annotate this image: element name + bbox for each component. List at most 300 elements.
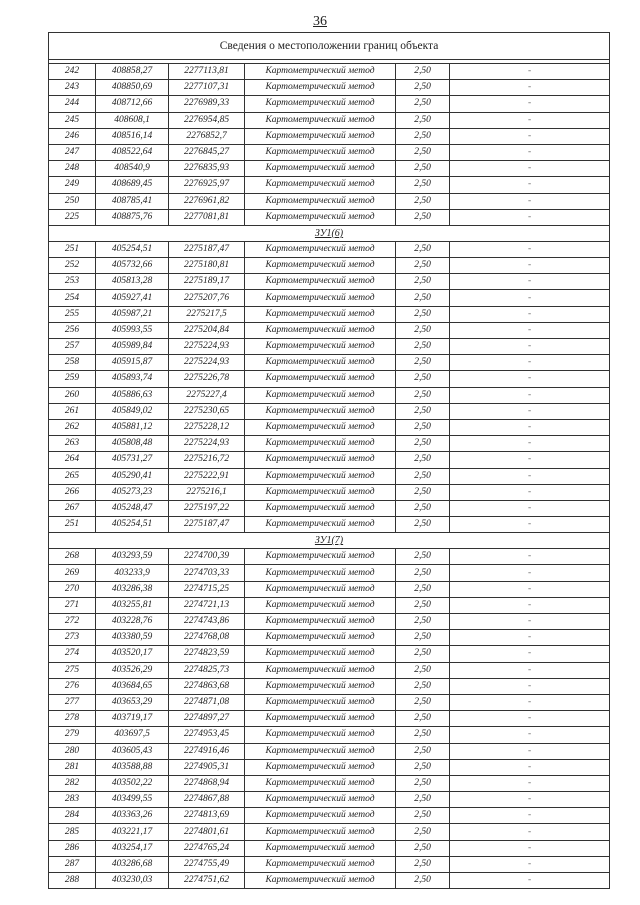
y-coordinate-cell: 2274765,24 [169,840,245,856]
method-cell: Картометрический метод [245,452,396,468]
table-row [49,306,610,322]
table-row [49,274,610,290]
method-cell: Картометрический метод [245,209,396,225]
x-coordinate-cell: 403286,38 [96,581,169,597]
description-cell: - [450,500,610,516]
x-coordinate-cell: 405886,63 [96,387,169,403]
table-row [49,128,610,144]
coordinates-table [48,32,610,889]
y-coordinate-cell: 2276925,97 [169,177,245,193]
x-coordinate-cell: 408540,9 [96,161,169,177]
description-cell: - [450,112,610,128]
description-cell: - [450,808,610,824]
method-cell: Картометрический метод [245,290,396,306]
x-coordinate-cell: 405915,87 [96,355,169,371]
method-cell: Картометрический метод [245,403,396,419]
x-coordinate-cell: 403254,17 [96,840,169,856]
accuracy-cell: 2,50 [396,355,450,371]
x-coordinate-cell: 405731,27 [96,452,169,468]
table-row [49,662,610,678]
accuracy-cell: 2,50 [396,64,450,80]
y-coordinate-cell: 2274868,94 [169,775,245,791]
y-coordinate-cell: 2274867,88 [169,792,245,808]
description-cell: - [450,630,610,646]
point-number-cell: 267 [49,500,96,516]
table-row [49,193,610,209]
x-coordinate-cell: 405989,84 [96,339,169,355]
point-number-cell: 243 [49,80,96,96]
y-coordinate-cell: 2276954,85 [169,112,245,128]
point-number-cell: 225 [49,209,96,225]
table-row [49,339,610,355]
y-coordinate-cell: 2277113,81 [169,64,245,80]
description-cell: - [450,419,610,435]
point-number-cell: 244 [49,96,96,112]
method-cell: Картометрический метод [245,759,396,775]
x-coordinate-cell: 403684,65 [96,678,169,694]
table-row [49,873,610,889]
x-coordinate-cell: 403526,29 [96,662,169,678]
accuracy-cell: 2,50 [396,711,450,727]
accuracy-cell: 2,50 [396,873,450,889]
method-cell: Картометрический метод [245,581,396,597]
y-coordinate-cell: 2274897,27 [169,711,245,727]
method-cell: Картометрический метод [245,711,396,727]
x-coordinate-cell: 403228,76 [96,614,169,630]
description-cell: - [450,565,610,581]
x-coordinate-cell: 405993,55 [96,322,169,338]
x-coordinate-cell: 403286,68 [96,856,169,872]
point-number-cell: 251 [49,241,96,257]
point-number-cell: 259 [49,371,96,387]
accuracy-cell: 2,50 [396,339,450,355]
description-cell: - [450,322,610,338]
accuracy-cell: 2,50 [396,306,450,322]
point-number-cell: 273 [49,630,96,646]
y-coordinate-cell: 2274755,49 [169,856,245,872]
description-cell: - [450,840,610,856]
x-coordinate-cell: 403293,59 [96,549,169,565]
method-cell: Картометрический метод [245,662,396,678]
y-coordinate-cell: 2274703,33 [169,565,245,581]
table-row [49,112,610,128]
x-coordinate-cell: 403697,5 [96,727,169,743]
point-number-cell: 253 [49,274,96,290]
description-cell: - [450,96,610,112]
table-row [49,856,610,872]
accuracy-cell: 2,50 [396,775,450,791]
point-number-cell: 265 [49,468,96,484]
table-row [49,64,610,80]
description-cell: - [450,258,610,274]
description-cell: - [450,775,610,791]
table-row [49,387,610,403]
method-cell: Картометрический метод [245,597,396,613]
table-row [49,144,610,160]
x-coordinate-cell: 403363,26 [96,808,169,824]
y-coordinate-cell: 2274715,25 [169,581,245,597]
x-coordinate-cell: 403499,55 [96,792,169,808]
section-header: ЗУ1(6) [49,225,610,241]
y-coordinate-cell: 2274863,68 [169,678,245,694]
x-coordinate-cell: 405254,51 [96,241,169,257]
method-cell: Картометрический метод [245,193,396,209]
table-row [49,630,610,646]
method-cell: Картометрический метод [245,258,396,274]
x-coordinate-cell: 403233,9 [96,565,169,581]
y-coordinate-cell: 2274825,73 [169,662,245,678]
y-coordinate-cell: 2275230,65 [169,403,245,419]
x-coordinate-cell: 408689,45 [96,177,169,193]
y-coordinate-cell: 2274768,08 [169,630,245,646]
method-cell: Картометрический метод [245,630,396,646]
x-coordinate-cell: 405808,48 [96,436,169,452]
x-coordinate-cell: 403719,17 [96,711,169,727]
table-row [49,792,610,808]
accuracy-cell: 2,50 [396,792,450,808]
description-cell: - [450,128,610,144]
method-cell: Картометрический метод [245,775,396,791]
description-cell: - [450,662,610,678]
point-number-cell: 257 [49,339,96,355]
accuracy-cell: 2,50 [396,96,450,112]
method-cell: Картометрический метод [245,808,396,824]
y-coordinate-cell: 2275187,47 [169,241,245,257]
table-row [49,614,610,630]
accuracy-cell: 2,50 [396,581,450,597]
y-coordinate-cell: 2275224,93 [169,436,245,452]
accuracy-cell: 2,50 [396,824,450,840]
table-row [49,355,610,371]
table-row [49,161,610,177]
y-coordinate-cell: 2275216,72 [169,452,245,468]
point-number-cell: 284 [49,808,96,824]
x-coordinate-cell: 405732,66 [96,258,169,274]
x-coordinate-cell: 408875,76 [96,209,169,225]
table-row [49,371,610,387]
method-cell: Картометрический метод [245,112,396,128]
accuracy-cell: 2,50 [396,241,450,257]
y-coordinate-cell: 2275216,1 [169,484,245,500]
coordinates-table-body [49,33,610,889]
table-row [49,517,610,533]
table-row [49,840,610,856]
point-number-cell: 272 [49,614,96,630]
accuracy-cell: 2,50 [396,743,450,759]
point-number-cell: 263 [49,436,96,452]
method-cell: Картометрический метод [245,840,396,856]
method-cell: Картометрический метод [245,484,396,500]
method-cell: Картометрический метод [245,322,396,338]
y-coordinate-cell: 2275180,81 [169,258,245,274]
point-number-cell: 256 [49,322,96,338]
method-cell: Картометрический метод [245,355,396,371]
x-coordinate-cell: 408516,14 [96,128,169,144]
x-coordinate-cell: 405813,28 [96,274,169,290]
method-cell: Картометрический метод [245,387,396,403]
y-coordinate-cell: 2275224,93 [169,339,245,355]
description-cell: - [450,274,610,290]
description-cell: - [450,484,610,500]
point-number-cell: 242 [49,64,96,80]
x-coordinate-cell: 408850,69 [96,80,169,96]
y-coordinate-cell: 2275228,12 [169,419,245,435]
y-coordinate-cell: 2274916,46 [169,743,245,759]
x-coordinate-cell: 405849,02 [96,403,169,419]
method-cell: Картометрический метод [245,856,396,872]
method-cell: Картометрический метод [245,64,396,80]
description-cell: - [450,694,610,710]
x-coordinate-cell: 403380,59 [96,630,169,646]
description-cell: - [450,306,610,322]
point-number-cell: 251 [49,517,96,533]
method-cell: Картометрический метод [245,274,396,290]
point-number-cell: 282 [49,775,96,791]
point-number-cell: 288 [49,873,96,889]
method-cell: Картометрический метод [245,646,396,662]
y-coordinate-cell: 2275226,78 [169,371,245,387]
accuracy-cell: 2,50 [396,549,450,565]
point-number-cell: 274 [49,646,96,662]
section-header: ЗУ1(7) [49,533,610,549]
accuracy-cell: 2,50 [396,290,450,306]
table-row [49,759,610,775]
y-coordinate-cell: 2275189,17 [169,274,245,290]
y-coordinate-cell: 2274905,31 [169,759,245,775]
description-cell: - [450,403,610,419]
method-cell: Картометрический метод [245,743,396,759]
accuracy-cell: 2,50 [396,565,450,581]
point-number-cell: 286 [49,840,96,856]
x-coordinate-cell: 403255,81 [96,597,169,613]
accuracy-cell: 2,50 [396,517,450,533]
method-cell: Картометрический метод [245,436,396,452]
accuracy-cell: 2,50 [396,322,450,338]
table-row [49,646,610,662]
description-cell: - [450,177,610,193]
table-row [49,727,610,743]
x-coordinate-cell: 408712,66 [96,96,169,112]
method-cell: Картометрический метод [245,614,396,630]
description-cell: - [450,144,610,160]
description-cell: - [450,727,610,743]
y-coordinate-cell: 2275217,5 [169,306,245,322]
table-row [49,694,610,710]
description-cell: - [450,355,610,371]
point-number-cell: 268 [49,549,96,565]
description-cell: - [450,161,610,177]
x-coordinate-cell: 403520,17 [96,646,169,662]
method-cell: Картометрический метод [245,371,396,387]
description-cell: - [450,241,610,257]
x-coordinate-cell: 405248,47 [96,500,169,516]
x-coordinate-cell: 403221,17 [96,824,169,840]
x-coordinate-cell: 405893,74 [96,371,169,387]
point-number-cell: 252 [49,258,96,274]
description-cell: - [450,387,610,403]
accuracy-cell: 2,50 [396,500,450,516]
method-cell: Картометрический метод [245,144,396,160]
accuracy-cell: 2,50 [396,274,450,290]
table-row [49,209,610,225]
section-header-row [49,533,610,549]
accuracy-cell: 2,50 [396,387,450,403]
point-number-cell: 262 [49,419,96,435]
y-coordinate-cell: 2274801,61 [169,824,245,840]
table-row [49,290,610,306]
method-cell: Картометрический метод [245,419,396,435]
method-cell: Картометрический метод [245,96,396,112]
y-coordinate-cell: 2276961,82 [169,193,245,209]
description-cell: - [450,452,610,468]
accuracy-cell: 2,50 [396,403,450,419]
point-number-cell: 271 [49,597,96,613]
y-coordinate-cell: 2277081,81 [169,209,245,225]
accuracy-cell: 2,50 [396,597,450,613]
point-number-cell: 248 [49,161,96,177]
x-coordinate-cell: 408608,1 [96,112,169,128]
point-number-cell: 287 [49,856,96,872]
method-cell: Картометрический метод [245,565,396,581]
table-row [49,581,610,597]
table-row [49,500,610,516]
y-coordinate-cell: 2275204,84 [169,322,245,338]
description-cell: - [450,711,610,727]
method-cell: Картометрический метод [245,517,396,533]
point-number-cell: 285 [49,824,96,840]
accuracy-cell: 2,50 [396,759,450,775]
description-cell: - [450,64,610,80]
point-number-cell: 247 [49,144,96,160]
accuracy-cell: 2,50 [396,808,450,824]
x-coordinate-cell: 405254,51 [96,517,169,533]
y-coordinate-cell: 2277107,31 [169,80,245,96]
table-row [49,549,610,565]
accuracy-cell: 2,50 [396,177,450,193]
point-number-cell: 270 [49,581,96,597]
description-cell: - [450,678,610,694]
point-number-cell: 277 [49,694,96,710]
method-cell: Картометрический метод [245,873,396,889]
x-coordinate-cell: 403230,03 [96,873,169,889]
y-coordinate-cell: 2276835,93 [169,161,245,177]
point-number-cell: 281 [49,759,96,775]
accuracy-cell: 2,50 [396,614,450,630]
method-cell: Картометрический метод [245,792,396,808]
method-cell: Картометрический метод [245,678,396,694]
x-coordinate-cell: 405927,41 [96,290,169,306]
point-number-cell: 254 [49,290,96,306]
point-number-cell: 255 [49,306,96,322]
accuracy-cell: 2,50 [396,662,450,678]
table-row [49,258,610,274]
description-cell: - [450,873,610,889]
table-row [49,597,610,613]
accuracy-cell: 2,50 [396,419,450,435]
accuracy-cell: 2,50 [396,646,450,662]
table-row [49,177,610,193]
page-number: 36 [313,14,327,29]
x-coordinate-cell: 405273,23 [96,484,169,500]
accuracy-cell: 2,50 [396,209,450,225]
description-cell: - [450,614,610,630]
x-coordinate-cell: 405290,41 [96,468,169,484]
description-cell: - [450,80,610,96]
table-row [49,403,610,419]
y-coordinate-cell: 2275227,4 [169,387,245,403]
accuracy-cell: 2,50 [396,840,450,856]
y-coordinate-cell: 2274953,45 [169,727,245,743]
point-number-cell: 258 [49,355,96,371]
method-cell: Картометрический метод [245,339,396,355]
point-number-cell: 250 [49,193,96,209]
y-coordinate-cell: 2274871,08 [169,694,245,710]
description-cell: - [450,824,610,840]
point-number-cell: 278 [49,711,96,727]
table-row [49,96,610,112]
y-coordinate-cell: 2276845,27 [169,144,245,160]
table-title-row [49,33,610,60]
accuracy-cell: 2,50 [396,128,450,144]
coordinates-table-frame [48,32,609,889]
x-coordinate-cell: 403588,88 [96,759,169,775]
accuracy-cell: 2,50 [396,80,450,96]
accuracy-cell: 2,50 [396,694,450,710]
method-cell: Картометрический метод [245,549,396,565]
y-coordinate-cell: 2274700,39 [169,549,245,565]
table-title: Сведения о местоположении границ объекта [49,33,610,60]
y-coordinate-cell: 2276989,33 [169,96,245,112]
y-coordinate-cell: 2275187,47 [169,517,245,533]
accuracy-cell: 2,50 [396,436,450,452]
y-coordinate-cell: 2274721,13 [169,597,245,613]
x-coordinate-cell: 408858,27 [96,64,169,80]
accuracy-cell: 2,50 [396,678,450,694]
point-number-cell: 276 [49,678,96,694]
method-cell: Картометрический метод [245,80,396,96]
table-row [49,711,610,727]
table-row [49,80,610,96]
description-cell: - [450,792,610,808]
table-row [49,775,610,791]
table-row [49,322,610,338]
description-cell: - [450,209,610,225]
point-number-cell: 249 [49,177,96,193]
point-number-cell: 279 [49,727,96,743]
method-cell: Картометрический метод [245,177,396,193]
accuracy-cell: 2,50 [396,161,450,177]
accuracy-cell: 2,50 [396,727,450,743]
table-row [49,241,610,257]
y-coordinate-cell: 2274751,62 [169,873,245,889]
method-cell: Картометрический метод [245,241,396,257]
method-cell: Картометрический метод [245,468,396,484]
x-coordinate-cell: 405987,21 [96,306,169,322]
method-cell: Картометрический метод [245,128,396,144]
description-cell: - [450,646,610,662]
point-number-cell: 264 [49,452,96,468]
method-cell: Картометрический метод [245,306,396,322]
y-coordinate-cell: 2274743,86 [169,614,245,630]
accuracy-cell: 2,50 [396,452,450,468]
table-row [49,452,610,468]
x-coordinate-cell: 405881,12 [96,419,169,435]
x-coordinate-cell: 403653,29 [96,694,169,710]
x-coordinate-cell: 408522,64 [96,144,169,160]
description-cell: - [450,371,610,387]
table-row [49,743,610,759]
method-cell: Картометрический метод [245,694,396,710]
